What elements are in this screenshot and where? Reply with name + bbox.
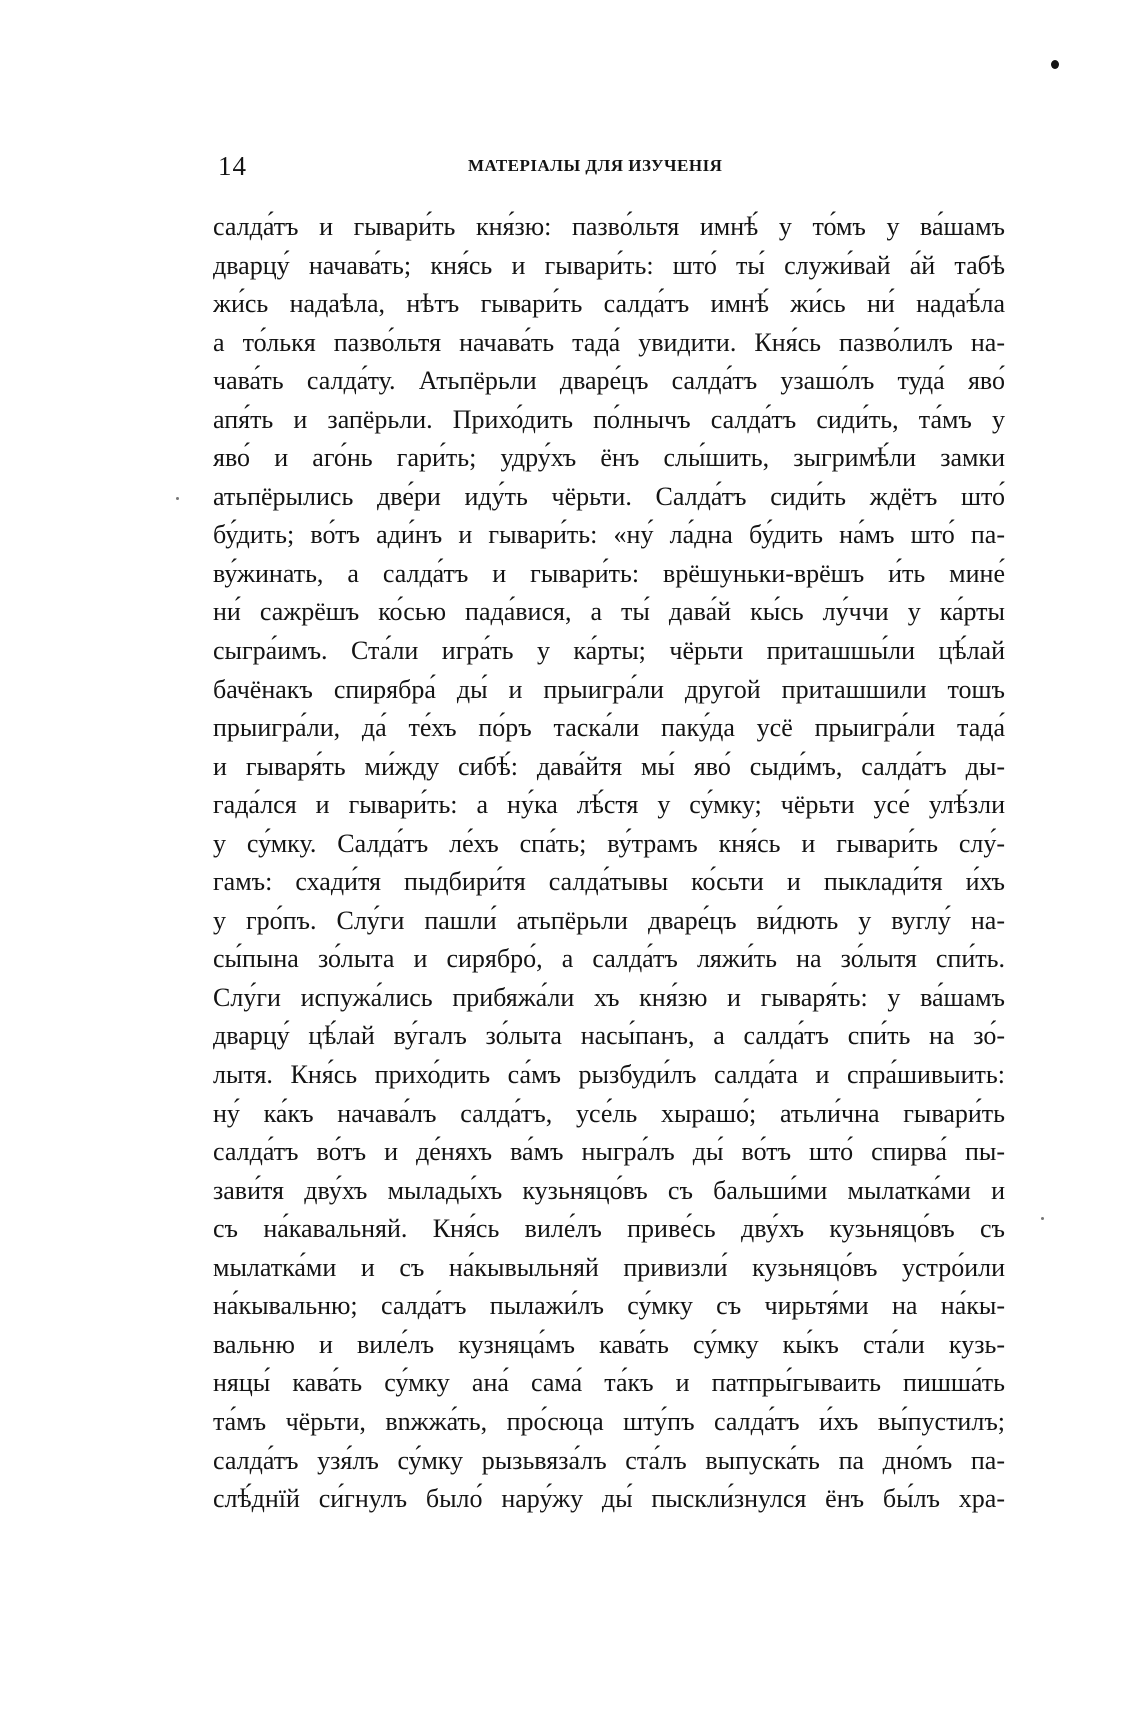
page-number: 14 [218,151,247,181]
text-line: апя́ть и запёрьли. Прихо́дить по́лнычъ салда́тъ сиди́ть, та́мъ у [213,404,1005,434]
text-line: жи́сь надаѣла, нѣтъ гывари́ть салда́тъ имнѣ́ жи́сь ни́ надаѣ́ла [213,289,1005,319]
text-line: ву́жинать, а салда́тъ и гывари́ть: врёшуньки-врёшъ и́ть мине́ [213,558,1005,588]
text-line: дварцу́ начава́ть; кня́сь и гывари́ть: што́ ты́ служи́вай а́й табѣ [213,250,1005,280]
text-line: сы́пына зо́лыта и сирябро́, а салда́тъ ляжи́ть на зо́лытя спи́ть. [213,944,1005,974]
text-line: салда́тъ во́тъ и де́няхъ ва́мъ ныгра́лъ ды́ во́тъ што́ спирва́ пы- [213,1137,1005,1167]
text-line: гада́лся и гывари́ть: а ну́ка лѣ́стя у су́мку; чёрьти усе́ улѣ́зли [213,790,1005,820]
text-line: салда́тъ и гывари́ть кня́зю: пазво́льтя имнѣ́ у то́мъ у ва́шамъ [213,212,1005,241]
ink-speck [176,497,179,500]
text-line: сыгра́имъ. Ста́ли игра́ть у ка́рты; чёрьти приташшы́ли цѣ́лай [213,636,1005,666]
text-line: салда́тъ узя́лъ су́мку рызьвяза́лъ ста́лъ выпуска́ть па дно́мъ па- [213,1445,1005,1475]
text-line: на́кывальню; салда́тъ пылажи́лъ су́мку съ чирьтя́ми на на́кы- [213,1291,1005,1321]
text-line: бу́дить; во́тъ ади́нъ и гывари́ть: «ну́ ла́дна бу́дить на́мъ што́ па- [213,520,1005,550]
text-line: лытя. Кня́сь прихо́дить са́мъ рызбуди́лъ салда́та и спра́шивыить: [213,1060,1005,1090]
text-line: слѣ́днїй си́гнулъ было́ нару́жу ды́ пыскли́знулся ёнъ бы́лъ хра- [213,1484,1005,1514]
text-line: ну́ ка́къ начава́лъ салда́тъ, усе́ль хырашо́; атьли́чна гывари́ть [213,1098,1005,1128]
text-line: атьпёрылись две́ри иду́ть чёрьти. Салда́тъ сиди́ть ждётъ што́ [213,481,1005,511]
ink-speck [1041,1217,1044,1220]
ink-spot [1051,60,1059,69]
text-line: зави́тя дву́хъ мылады́хъ кузьняцо́въ съ бальши́ми мылатка́ми и [213,1175,1005,1205]
text-line: чава́ть салда́ту. Атьпёрьли дваре́цъ салда́тъ узашо́лъ туда́ яво́ [213,366,1005,396]
text-line: мылатка́ми и съ на́кывыльняй привизли́ кузьняцо́въ устро́или [213,1252,1005,1282]
text-line: ни́ сажрёшъ ко́сью пада́вися, а ты́ дава́й кы́сь лу́ччи у ка́рты [213,597,1005,627]
text-line: бачёнакъ спирябра́ ды́ и прыигра́ли другой приташшили тошъ [213,674,1005,704]
text-line: няцы́ кава́ть су́мку ана́ сама́ та́къ и патпры́гываить пишша́ть [213,1368,1005,1398]
text-line: съ на́кавальняй. Кня́сь виле́лъ приве́сь дву́хъ кузьняцо́въ съ [213,1214,1005,1244]
text-line: гамъ: схади́тя пыдбири́тя салда́тывы ко́сьти и пыклади́тя и́хъ [213,867,1005,897]
text-line: а то́лькя пазво́льтя начава́ть тада́ увидити. Кня́сь пазво́лилъ на- [213,327,1005,357]
text-line: Слу́ги испужа́лись прибяжа́ли хъ кня́зю и гываря́ть: у ва́шамъ [213,982,1005,1012]
text-line: и гываря́ть ми́жду сибѣ́: дава́йтя мы́ яво́ сыди́мъ, салда́тъ ды- [213,751,1005,781]
text-line: вальню и виле́лъ кузняца́мъ кава́ть су́мку кы́къ ста́ли кузь- [213,1329,1005,1359]
running-head [218,146,998,186]
body-text [213,208,1005,1519]
text-line: та́мъ чёрьти, вnжжа́ть, про́сюца шту́пъ салда́тъ и́хъ вы́пустилъ; [213,1406,1005,1436]
running-title: МАТЕРІАЛЫ ДЛЯ ИЗУЧЕНІЯ [468,156,723,175]
text-line: яво́ и аго́нь гари́ть; удру́хъ ёнъ слы́шить, зыгримѣ́ли замки [213,443,1005,473]
text-line: дварцу́ цѣ́лай ву́галъ зо́лыта насы́панъ, а салда́тъ спи́ть на зо́- [213,1021,1005,1051]
text-line: у су́мку. Салда́тъ ле́хъ спа́ть; ву́трамъ кня́сь и гывари́ть слу́- [213,828,1005,858]
text-line: у гро́пъ. Слу́ги пашли́ атьпёрьли дваре́цъ ви́дють у вуглу́ на- [213,905,1005,935]
text-line: прыигра́ли, да́ те́хъ по́ръ таска́ли паку́да усё прыигра́ли тада́ [213,713,1005,743]
